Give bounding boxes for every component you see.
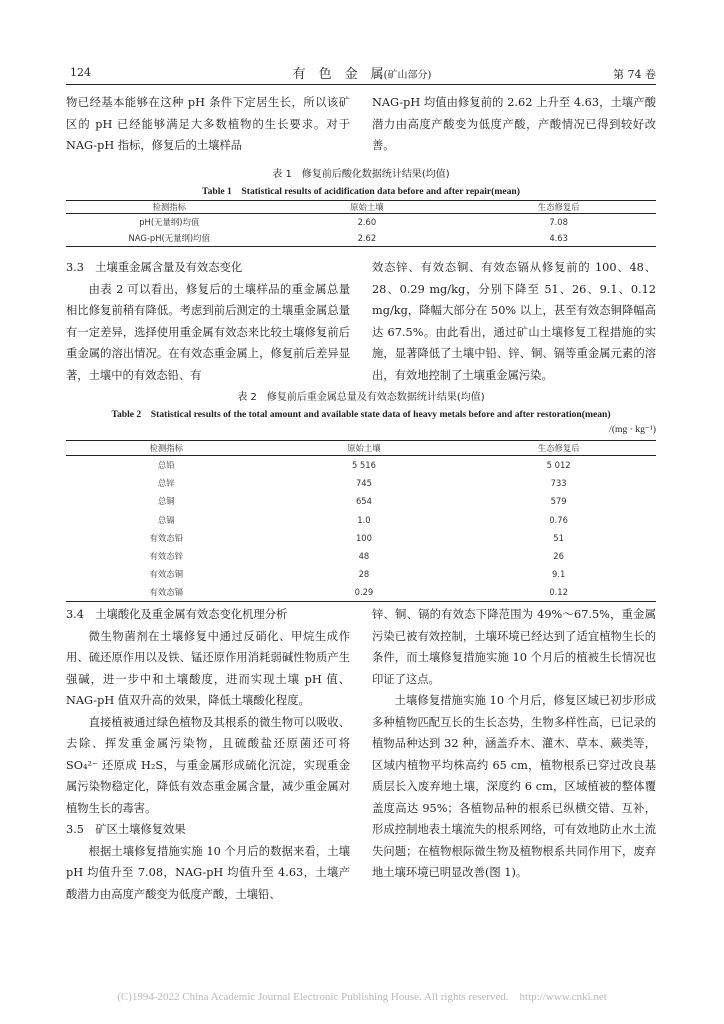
- bottom-left-column: [66, 604, 350, 905]
- table1: [66, 200, 656, 247]
- top-left-paragraph: [66, 92, 350, 157]
- table1-header-row: [66, 201, 656, 214]
- table1-cell: 4.63: [549, 233, 568, 244]
- sec33-right-column: [372, 257, 656, 386]
- table2-cell: 5 012: [546, 459, 571, 470]
- table-row: [66, 584, 656, 602]
- table1-cell: 2.62: [357, 233, 377, 244]
- table2-cell: 654: [355, 496, 372, 507]
- table-row: [66, 510, 656, 528]
- table2-cell: 有效态铜: [149, 569, 184, 580]
- table-row: [66, 474, 656, 492]
- sec33-heading: 3.3 土壤重金属含量及有效态变化: [66, 261, 243, 274]
- table1-cell: NAG-pH(无量纲)均值: [128, 233, 210, 244]
- table-row: [66, 231, 656, 247]
- top-right-paragraph: [372, 92, 656, 157]
- table2-header: 生态修复后: [537, 443, 580, 453]
- sec35-heading: 3.5 矿区土壤修复效果: [66, 823, 186, 836]
- table2-header-row: [66, 441, 656, 456]
- sec34-paragraph-2: 直接植被通过绿色植物及其根系的微生物可以吸收、去除、挥发重金属污染物，且硫酸盐还原菌还可将 SO₄²⁻ 还原成 H₂S，与重金属形成硫化沉淀，实现重金属污染物稳定化，降低有效态重金属含量，减少重金属对植物生长的毒害。: [66, 715, 350, 815]
- table1-cell: 2.60: [357, 217, 377, 228]
- sec34-paragraph-1: 微生物菌剂在土壤修复中通过反硝化、甲烷生成作用、硫还原作用以及铁、锰还原作用消耗弱碱性物质产生强碱，进一步中和土壤酸度，进而实现土壤 pH 值、NAG-pH 值双升高的效果，降低土壤酸化程度。: [66, 629, 350, 707]
- table1-header: 生态修复后: [537, 202, 580, 212]
- sec33-left-text: 由表 2 可以看出，修复后的土壤样品的重金属总量相比修复前稍有降低。考虑到前后测定的土壤重金属总量有一定差异，选择使用重金属有效态来比较土壤修复前后重金属的溶出情况。在有效态重金属上，修复前后差异显著，土壤中的有效态铅、有: [66, 282, 350, 382]
- journal-subtitle: (矿山部分): [383, 70, 432, 81]
- table2-caption-cn: 表 2 修复前后重金属总量及有效态数据统计结果(均值): [237, 392, 485, 403]
- table2-cell: 48: [358, 551, 370, 562]
- table-row: [66, 529, 656, 547]
- table2-cell: 0.29: [354, 587, 374, 598]
- journal-name: 有 色 金 属: [292, 67, 384, 82]
- table2-cell: 100: [355, 532, 372, 543]
- table2-cell: 0.76: [549, 514, 568, 525]
- table1-caption-en: Table 1 Statistical results of acidification data before and after repair(mean): [202, 186, 520, 197]
- table2-cell: 总铜: [157, 496, 175, 507]
- table2-cell: 5 516: [351, 459, 376, 470]
- right-bottom-paragraph-2: 土壤修复措施实施 10 个月后，修复区域已初步形成多种植物匹配互长的生长态势，生物多样性高，已记录的植物品种达到 32 种，涵盖乔木、灌木、草本、蕨类等，区域内植物平均株高约 65 cm，植物根系已穿过改良基质层长入废弃地土壤，深度约 6 cm，区域植被的整体覆盖度高达 95%；各植物品种的根系已纵横交错、互补，形成控制地表土壤流失的根系网络，可有效地防止水土流失问题；在植物根际微生物及植物根系共同作用下，废弃地土壤环境已明显改善(图 1)。: [372, 694, 656, 879]
- table-row: [66, 547, 656, 565]
- table2: [66, 440, 656, 602]
- table1-header: 原始土壤: [350, 202, 384, 212]
- top-left-text: 物已经基本能够在这种 pH 条件下定居生长，所以该矿区的 pH 已经能够满足大多数植物的生长要求。对于 NAG-pH 指标，修复后的土壤样品: [66, 96, 350, 152]
- table-row: [66, 214, 656, 231]
- table2-cell: 总铅: [157, 459, 175, 470]
- table2-caption-en: Table 2 Statistical results of the total amount and available state data of heavy metals before and after restoration(mean): [111, 409, 611, 420]
- table-row: [66, 492, 656, 510]
- sec33-right-text: 效态锌、有效态铜、有效态镉从修复前的 100、48、28、0.29 mg/kg，分别下降至 51、26、9.1、0.12 mg/kg，降幅大部分在 50% 以上，甚至有效态铜降幅高达 67.5%。由此看出，通过矿山土壤修复工程措施的实施，显著降低了土壤中铅、锌、铜、镉等重金属元素的溶出，有效地控制了土壤重金属污染。: [372, 261, 656, 382]
- page-number: 124: [70, 66, 91, 79]
- table2-cell: 733: [550, 477, 567, 488]
- table2-cell: 745: [355, 477, 372, 488]
- header-rule: [66, 84, 656, 85]
- table2-cell: 28: [358, 569, 370, 580]
- table1-cell: pH(无量纲)均值: [139, 217, 200, 228]
- table2-cell: 0.12: [549, 587, 568, 598]
- right-bottom-paragraph-1: 锌、铜、镉的有效态下降范围为 49%～67.5%，重金属污染已被有效控制，土壤环境已经达到了适宜植物生长的条件，而土壤修复措施实施 10 个月后的植被生长情况也印证了这点。: [372, 608, 656, 686]
- table2-header: 检测指标: [149, 443, 184, 453]
- table2-header: 原始土壤: [347, 443, 381, 453]
- table2-cell: 1.0: [357, 514, 371, 525]
- table-row: [66, 565, 656, 583]
- table-row: [66, 456, 656, 474]
- table2-cell: 有效态镉: [149, 587, 184, 598]
- bottom-right-column: [372, 604, 656, 884]
- sec35-paragraph-1: 根据土壤修复措施实施 10 个月后的数据来看，土壤 pH 均值升至 7.08，NAG-pH 均值升至 4.63，土壤产酸潜力由高度产酸变为低度产酸，土壤铅、: [66, 844, 350, 901]
- sec34-heading: 3.4 土壤酸化及重金属有效态变化机理分析: [66, 608, 288, 621]
- table1-cell: 7.08: [549, 217, 568, 228]
- table2-unit: /(mg · kg⁻¹): [609, 424, 656, 435]
- table2-cell: 有效态铅: [149, 532, 184, 543]
- table2-cell: 579: [550, 496, 567, 507]
- volume-label: 第 74 卷: [613, 68, 656, 81]
- copyright-footer: (C)1994-2022 China Academic Journal Electronic Publishing House. All rights reserved. http://www.cnki.net: [117, 991, 607, 1003]
- table2-cell: 总锌: [157, 477, 175, 488]
- table1-header: 检测指标: [152, 202, 186, 212]
- table2-cell: 有效态锌: [149, 551, 184, 562]
- sec33-left-column: [66, 257, 350, 386]
- table2-cell: 26: [553, 551, 564, 562]
- table2-cell: 9.1: [551, 569, 566, 580]
- table1-caption-cn: 表 1 修复前后酸化数据统计结果(均值): [272, 169, 450, 180]
- table2-cell: 总镉: [157, 514, 175, 525]
- top-right-text: NAG-pH 均值由修复前的 2.62 上升至 4.63，土壤产酸潜力由高度产酸变为低度产酸，产酸情况已得到较好改善。: [372, 96, 656, 152]
- table2-cell: 51: [553, 532, 564, 543]
